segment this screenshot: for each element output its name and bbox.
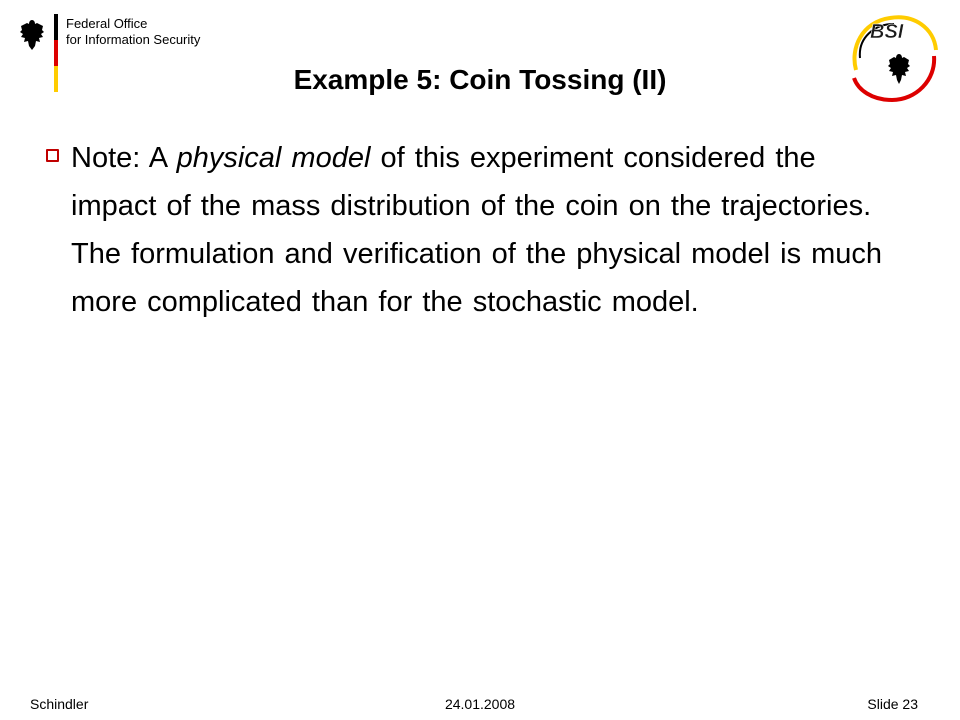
footer-author: Schindler [30,696,89,712]
slide-footer [0,696,960,716]
slide-content [46,134,906,326]
footer-date: 24.01.2008 [444,696,516,712]
federal-eagle-icon [18,18,46,52]
footer-slide-number: Slide 23 [867,696,918,712]
slide-title: Example 5: Coin Tossing (II) [293,64,667,95]
bullet-text [71,134,906,326]
bullet-prefix: Note: A [71,142,177,174]
bullet-emphasis: physical model [176,142,371,174]
org-name-line2: for Information Security [66,32,201,47]
bsi-logo-text: BSI [870,21,904,43]
bullet-item [46,134,906,326]
org-name-line1: Federal Office [66,16,148,31]
checkbox-bullet-icon [46,149,59,162]
bullet-rest: of this experiment considered the impact of the mass distribution of the coin on the trajectories. The formulation and verification of the physical model is much more complicated than for the stochastic model. [71,142,883,318]
organization-name [66,16,200,48]
